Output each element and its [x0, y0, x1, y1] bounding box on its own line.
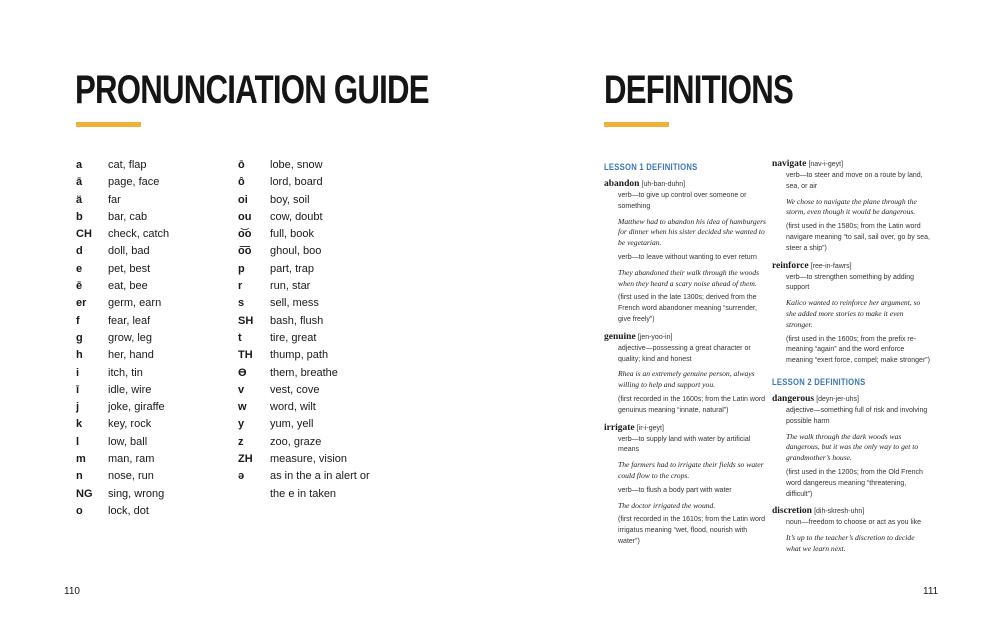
definition: adjective—something full of risk and involving possible harm [786, 406, 928, 425]
sound-symbol: ou [238, 210, 252, 223]
title-underline [76, 122, 141, 127]
example-words: man, ram [108, 453, 155, 466]
example-words: low, ball [108, 435, 148, 448]
sound-symbol: z [238, 435, 244, 448]
etymology: (first used in the late 1300s; derived from the French word abandoner meaning “surrender, give freely”) [618, 294, 757, 323]
example-words: the e in taken [270, 487, 337, 500]
definition: adjective—possessing a great character or quality; kind and honest [618, 344, 751, 363]
definition: verb—to strengthen something by adding support [786, 273, 915, 292]
sound-symbol: m [76, 453, 86, 466]
sound-symbol: e [76, 262, 83, 275]
left-page-number: 110 [64, 586, 80, 597]
entry-irrigate [604, 422, 766, 548]
pronunciation: [ree-in-fawrs] [810, 262, 852, 270]
sound-symbol: y [238, 418, 245, 431]
example-sentence: The walk through the dark woods was dangerous, but it was the only way to get to grandmother’s house. [786, 431, 919, 463]
sound-symbol: k [76, 418, 83, 431]
sound-symbol: ā [76, 176, 83, 189]
example-words: full, book [270, 228, 315, 241]
sound-symbol: ô [238, 176, 245, 189]
example-words: key, rock [108, 418, 152, 431]
example-words: boy, soil [270, 193, 310, 206]
definition: verb—to flush a body part with water [618, 486, 732, 494]
etymology: (first used in the 1200s; from the Old French word dangereus meaning “threatening, difficult”) [786, 468, 923, 498]
example-words: cat, flap [108, 159, 147, 171]
example-words: word, wilt [270, 401, 316, 414]
title-underline [604, 122, 669, 127]
sound-symbol: ä [76, 193, 83, 206]
sound-symbol: SH [238, 314, 254, 327]
example-words: part, trap [270, 262, 315, 275]
sound-symbol: n [76, 470, 83, 483]
lesson-1-heading: LESSON 1 DEFINITIONS [604, 162, 698, 172]
sound-symbol: t [238, 331, 242, 344]
example-sentence: The doctor irrigated the wound. [618, 500, 716, 510]
example-sentence: They abandoned their walk through the woods when they heard a scary noise ahead of them. [618, 267, 760, 288]
example-words: lobe, snow [270, 159, 323, 171]
example-sentence: Kalico wanted to reinforce her argument, so she added more stories to make it even stronger. [786, 298, 921, 329]
sound-symbol: NG [76, 487, 93, 500]
headword: abandon [604, 179, 640, 189]
example-words: her, hand [108, 349, 154, 362]
pronunciation: [deyn-jer-uhs] [816, 395, 859, 403]
etymology: (first used in the 1600s; from the prefix re- meaning “again” and the word enforce meaning “exert force, compel; make stronger”) [786, 335, 930, 365]
example-words: cow, doubt [270, 210, 323, 223]
sound-symbol: v [238, 383, 245, 396]
definition: verb—to leave without wanting to ever return [618, 253, 757, 261]
example-words: idle, wire [108, 383, 152, 396]
example-sentence: Rhea is an extremely genuine person, always willing to help and support you. [618, 369, 755, 390]
example-words: grow, leg [108, 331, 153, 344]
sound-symbol: j [76, 401, 80, 414]
sound-symbol: ϴ [238, 366, 247, 379]
example-words: nose, run [108, 470, 154, 483]
example-words: yum, yell [270, 418, 314, 431]
sound-symbol: ō [238, 159, 245, 171]
example-words: zoo, graze [270, 435, 322, 448]
sound-symbol: er [76, 297, 87, 310]
example-words: check, catch [108, 228, 170, 241]
example-words: fear, leaf [108, 314, 151, 327]
pronunciation: [uh-ban-duhn] [641, 181, 686, 188]
headword: irrigate [604, 422, 635, 433]
sound-symbol: s [238, 297, 245, 310]
example-words: bash, flush [270, 314, 324, 327]
sound-symbol: w [238, 401, 247, 414]
example-words: tire, great [270, 331, 317, 344]
example-words: run, star [270, 280, 311, 293]
sound-symbol: ē [76, 280, 83, 293]
etymology: (first recorded in the 1600s; from the Latin word genuinus meaning “innate, natural”) [618, 395, 766, 414]
example-words: vest, cove [270, 383, 320, 396]
definitions-column-1 [604, 162, 766, 553]
etymology: (first used in the 1580s; from the Latin word navigare meaning “to sail, sail over, go by sea, steer a ship”) [786, 223, 930, 252]
entry-abandon [604, 178, 766, 326]
example-words: sing, wrong [108, 487, 165, 500]
entry-navigate [772, 158, 930, 255]
headword: dangerous [772, 393, 815, 404]
example-sentence: It’s up to the teacher’s discretion to decide what we learn next. [786, 533, 915, 553]
example-words: sell, mess [270, 297, 319, 310]
headword: genuine [604, 331, 636, 342]
sound-symbol: g [76, 331, 83, 344]
definitions-title: DEFINITIONS [604, 68, 794, 112]
definition: verb—to steer and move on a route by land, sea, or air [786, 172, 923, 190]
lesson-2-heading: LESSON 2 DEFINITIONS [772, 376, 866, 387]
sound-symbol: oi [238, 193, 248, 206]
example-words: bar, cab [108, 210, 148, 223]
etymology: (first recorded in the 1610s; from the Latin word irrigatus meaning “wet, flood, nourish with water”) [618, 516, 766, 545]
example-words: eat, bee [108, 280, 148, 293]
example-words: pet, best [108, 262, 151, 275]
example-words: itch, tin [108, 366, 143, 379]
headword: navigate [772, 159, 807, 169]
definition: noun—freedom to choose or act as you like [786, 519, 922, 527]
example-words: doll, bad [108, 245, 150, 258]
example-words: thump, path [270, 349, 329, 362]
definition: verb—to give up control over someone or something [618, 192, 747, 210]
example-sentence: We chose to navigate the plane through the storm, even though it would be dangerous. [786, 196, 917, 217]
example-sentence: The farmers had to irrigate their fields so water could flow to the crops. [618, 460, 764, 480]
sound-symbol: CH [76, 228, 92, 241]
definition: verb—to supply land with water by artificial means [618, 435, 751, 454]
headword: discretion [772, 506, 812, 517]
example-words: ghoul, boo [270, 245, 322, 258]
example-words: lord, board [270, 176, 323, 189]
pronunciation: [ir-i-geyt] [636, 424, 664, 432]
definitions-column-2 [772, 158, 930, 560]
right-page-number: 111 [923, 586, 939, 597]
sound-symbol: l [76, 435, 80, 448]
sound-symbol: ə [238, 470, 245, 483]
sound-symbol: ī [76, 383, 80, 396]
sound-symbol: r [238, 280, 243, 293]
pronunciation: [nav-i-geyt] [808, 161, 844, 168]
example-words: page, face [108, 176, 160, 189]
entry-dangerous [772, 393, 930, 500]
pronunciation: [jen-yoo-in] [637, 333, 673, 341]
sound-symbol: o͞o [238, 245, 252, 258]
sound-symbol: a [76, 159, 83, 171]
pronunciation: [dih-skresh-uhn] [814, 508, 865, 516]
entry-reinforce [772, 260, 930, 367]
example-words: them, breathe [270, 366, 338, 379]
sound-symbol: ZH [238, 453, 253, 466]
example-sentence: Matthew had to abandon his idea of hamburgers for dinner when his sister decided she wanted to be vegetarian. [618, 216, 767, 248]
sound-symbol: h [76, 349, 83, 362]
entry-genuine [604, 331, 766, 417]
sound-symbol: b [76, 210, 83, 223]
sound-symbol: d [76, 245, 83, 258]
example-words: far [108, 193, 121, 206]
headword: reinforce [772, 260, 809, 271]
example-words: lock, dot [108, 504, 149, 517]
sound-symbol: TH [238, 349, 253, 362]
pronunciation-guide-title: PRONUNCIATION GUIDE [75, 68, 429, 112]
sound-symbol: i [76, 366, 80, 379]
example-words: joke, giraffe [108, 401, 165, 414]
sound-symbol: o [76, 504, 83, 517]
sound-symbol: o͝o [238, 228, 252, 241]
example-words: measure, vision [270, 453, 348, 466]
example-words: germ, earn [108, 297, 162, 310]
sound-symbol: f [76, 314, 80, 327]
sound-symbol: p [238, 262, 245, 275]
entry-discretion [772, 505, 930, 554]
example-words: as in the a in alert or [270, 470, 370, 483]
